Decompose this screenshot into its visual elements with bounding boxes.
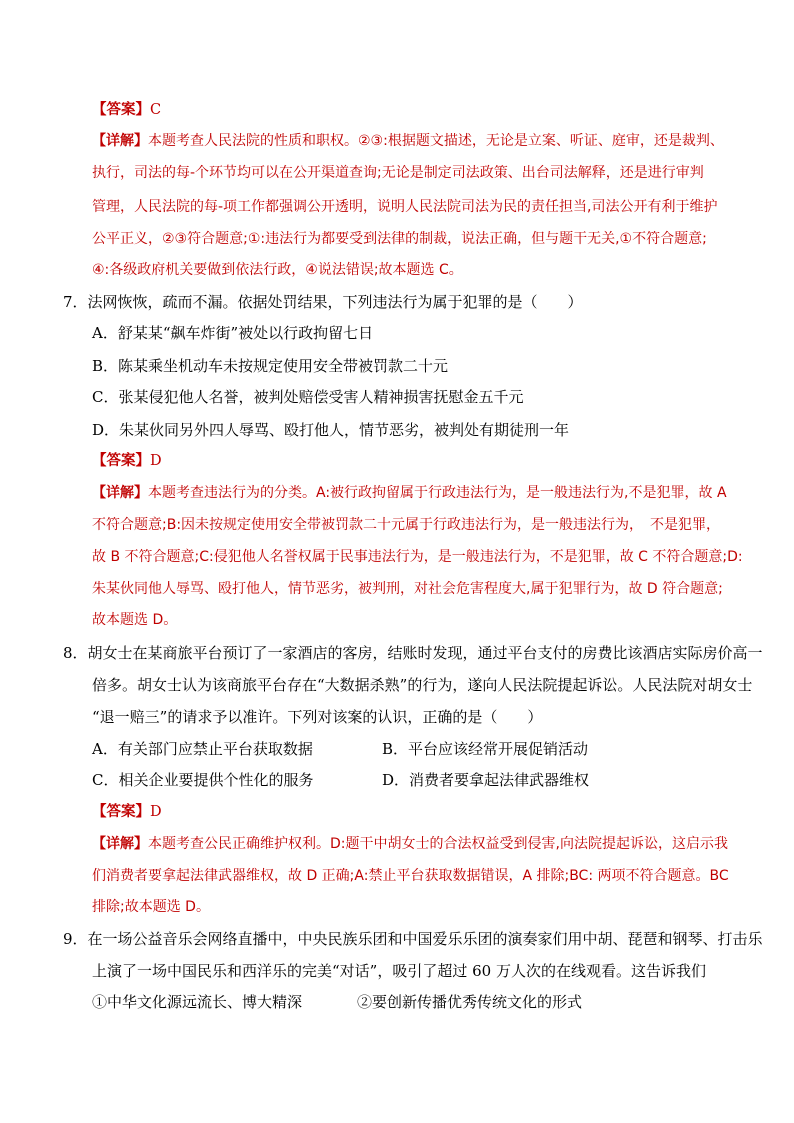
q6-detail-line-3: 管理，人民法院的每-项工作都强调公开透明，说明人民法院司法为民的责任担当,司法公开有利于维护 bbox=[92, 199, 718, 215]
q7-detail-line-3: 故 B 不符合题意;C:侵犯他人名誉权属于民事违法行为，是一般违法行为，不是犯罪，故 C 不符合题意;D: bbox=[92, 549, 743, 565]
q6-detail-line-1: 【详解】本题考查人民法院的性质和职权。②③:根据题文描述，无论是立案、听证、庭审，还是裁判、 bbox=[92, 133, 724, 149]
detail-tag: 【详解】 bbox=[92, 133, 148, 149]
q9-stem-line-2: 上演了一场中国民乐和西洋乐的完美“对话”，吸引了超过 60 万人次的在线观看。这告诉我们 bbox=[92, 962, 706, 980]
q8-stem-line-3: “退一赔三”的请求予以准许。下列对该案的认识，正确的是（ ） bbox=[92, 708, 543, 726]
q7-option-b: B．陈某乘坐机动车未按规定使用安全带被罚款二十元 bbox=[92, 357, 449, 375]
q6-detail-line-2: 执行，司法的每-个环节均可以在公开渠道查询;无论是制定司法政策、出台司法解释，还是进行审判 bbox=[92, 165, 704, 181]
answer-value: D bbox=[150, 804, 162, 820]
q7-option-c: C．张某侵犯他人名誉，被判处赔偿受害人精神损害抚慰金五千元 bbox=[92, 388, 524, 406]
q8-option-d: D．消费者要拿起法律武器维权 bbox=[382, 771, 590, 789]
q7-stem: 7．法网恢恢，疏而不漏。依据处罚结果，下列违法行为属于犯罪的是（ ） bbox=[63, 293, 583, 311]
detail-tag: 【详解】 bbox=[92, 485, 148, 501]
q8-detail-line-3: 排除;故本题选 D。 bbox=[92, 899, 210, 915]
answer-value: C bbox=[150, 102, 162, 118]
q7-detail-line-1: 【详解】本题考查违法行为的分类。A:被行政拘留属于行政违法行为，是一般违法行为,不是犯罪，故 A bbox=[92, 485, 727, 501]
q7-answer bbox=[92, 451, 162, 471]
q6-detail-line-5: ④:各级政府机关要做到依法行政，④说法错误;故本题选 C。 bbox=[92, 262, 463, 278]
q7-detail-line-4: 朱某伙同他人辱骂、殴打他人，情节恶劣，被判刑，对社会危害程度大,属于犯罪行为，故 D 符合题意; bbox=[92, 581, 723, 597]
q7-option-a: A．舒某某“飙车炸街”被处以行政拘留七日 bbox=[92, 324, 374, 342]
q8-answer bbox=[92, 802, 162, 822]
q7-detail-line-2: 不符合题意;B:因未按规定使用安全带被罚款二十元属于行政违法行为，是一般违法行为， 不是犯罪， bbox=[92, 517, 721, 533]
q8-option-b: B．平台应该经常开展促销活动 bbox=[382, 740, 589, 758]
answer-tag: 【答案】 bbox=[92, 803, 150, 820]
q8-option-a: A．有关部门应禁止平台获取数据 bbox=[92, 740, 313, 758]
q8-detail-line-2: 们消费者要拿起法律武器维权，故 D 正确;A:禁止平台获取数据错误，A 排除;BC: 两项不符合题意。BC bbox=[92, 868, 729, 884]
q8-stem-line-2: 倍多。胡女士认为该商旅平台存在“大数据杀熟”的行为，遂向人民法院提起诉讼。人民法院对胡女士 bbox=[92, 676, 753, 694]
q8-option-c: C．相关企业要提供个性化的服务 bbox=[92, 771, 314, 789]
q8-detail-line-1: 【详解】本题考查公民正确维护权利。D:题干中胡女士的合法权益受到侵害,向法院提起诉讼，这启示我 bbox=[92, 836, 728, 852]
detail-tag: 【详解】 bbox=[92, 836, 148, 852]
answer-value: D bbox=[150, 453, 162, 469]
answer-tag: 【答案】 bbox=[92, 101, 150, 118]
q7-option-d: D．朱某伙同另外四人辱骂、殴打他人，情节恶劣，被判处有期徒刑一年 bbox=[92, 421, 570, 439]
q9-item-1: ①中华文化源远流长、博大精深 bbox=[92, 993, 303, 1011]
q8-stem-line-1: 8．胡女士在某商旅平台预订了一家酒店的客房，结账时发现，通过平台支付的房费比该酒店实际房价高一 bbox=[63, 644, 763, 662]
q6-answer bbox=[92, 100, 161, 120]
answer-tag: 【答案】 bbox=[92, 452, 150, 469]
q9-stem-line-1: 9．在一场公益音乐会网络直播中，中央民族乐团和中国爱乐乐团的演奏家们用中胡、琵琶和钢琴、打击乐 bbox=[63, 930, 763, 948]
q9-item-2: ②要创新传播优秀传统文化的形式 bbox=[357, 993, 583, 1011]
q7-detail-line-5: 故本题选 D。 bbox=[92, 612, 178, 628]
q6-detail-line-4: 公平正义，②③符合题意;①:违法行为都要受到法律的制裁，说法正确，但与题干无关,①不符合题意; bbox=[92, 231, 707, 247]
